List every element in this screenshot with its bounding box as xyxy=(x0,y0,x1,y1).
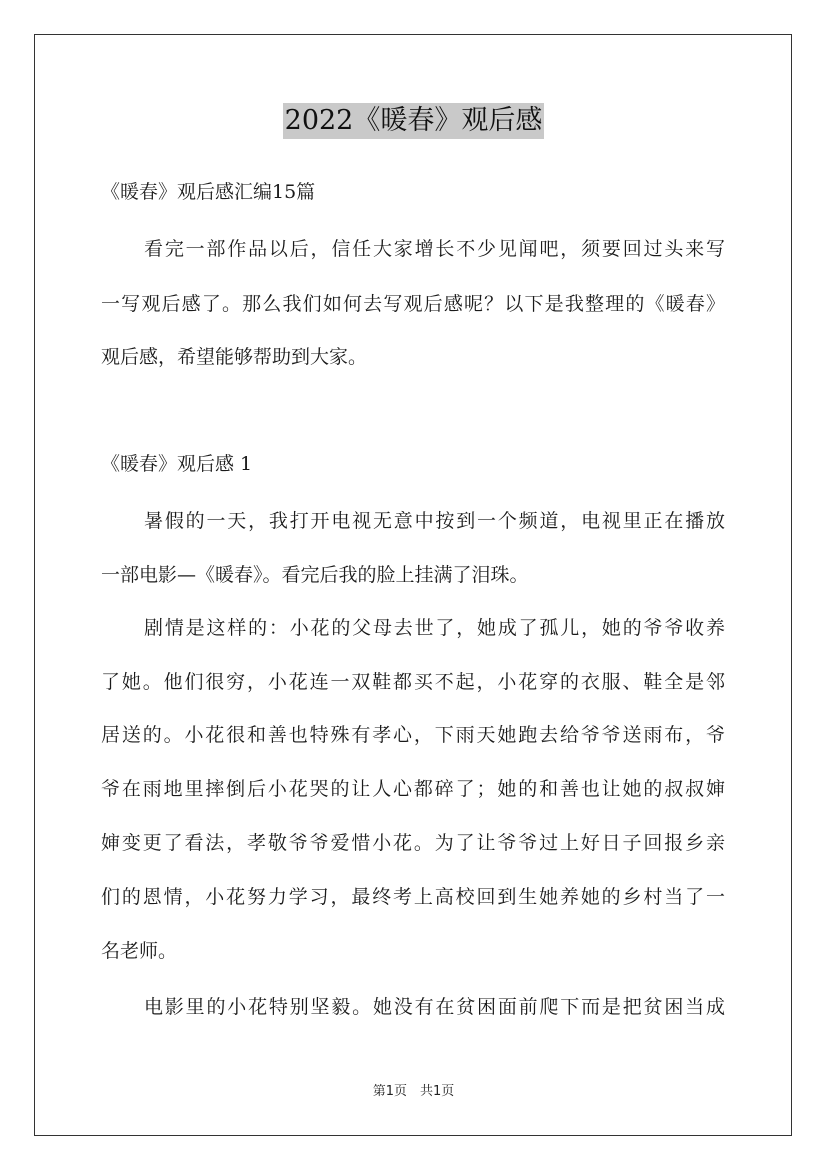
paragraph-line: 婶变更了看法，孝敬爷爷爱惜小花。为了让爷爷过上好日子回报乡亲 xyxy=(101,832,725,854)
paragraph-line: 们的恩情，小花努力学习，最终考上高校回到生她养她的乡村当了一 xyxy=(101,886,725,908)
section-heading: 《暖春》观后感 1 xyxy=(101,453,253,475)
intro-line: 看完一部作品以后，信任大家增长不少见闻吧，须要回过头来写 xyxy=(144,238,725,260)
paragraph-line: 电影里的小花特别坚毅。她没有在贫困面前爬下而是把贫困当成 xyxy=(144,996,725,1018)
paragraph-line: 居送的。小花很和善也特殊有孝心，下雨天她跑去给爷爷送雨布，爷 xyxy=(101,724,725,746)
intro-line: 观后感，希望能够帮助到大家。 xyxy=(101,346,368,368)
paragraph-line: 一部电影—《暖春》。看完后我的脸上挂满了泪珠。 xyxy=(101,564,529,586)
page-number-footer: 第1页 共1页 xyxy=(372,1084,455,1099)
document-title: 2022《暖春》观后感 xyxy=(283,103,545,139)
paragraph-line: 了她。他们很穷，小花连一双鞋都买不起，小花穿的衣服、鞋全是邻 xyxy=(101,671,725,693)
intro-line: 一写观后感了。那么我们如何去写观后感呢？以下是我整理的《暖春》 xyxy=(101,293,725,315)
paragraph-line: 暑假的一天，我打开电视无意中按到一个频道，电视里正在播放 xyxy=(144,510,725,532)
paragraph-line: 爷在雨地里摔倒后小花哭的让人心都碎了；她的和善也让她的叔叔婶 xyxy=(101,778,725,800)
document-subtitle: 《暖春》观后感汇编15篇 xyxy=(101,181,316,203)
paragraph-line: 名老师。 xyxy=(101,940,178,962)
title-container xyxy=(0,103,827,139)
paragraph-line: 剧情是这样的：小花的父母去世了，她成了孤儿，她的爷爷收养 xyxy=(144,617,725,639)
